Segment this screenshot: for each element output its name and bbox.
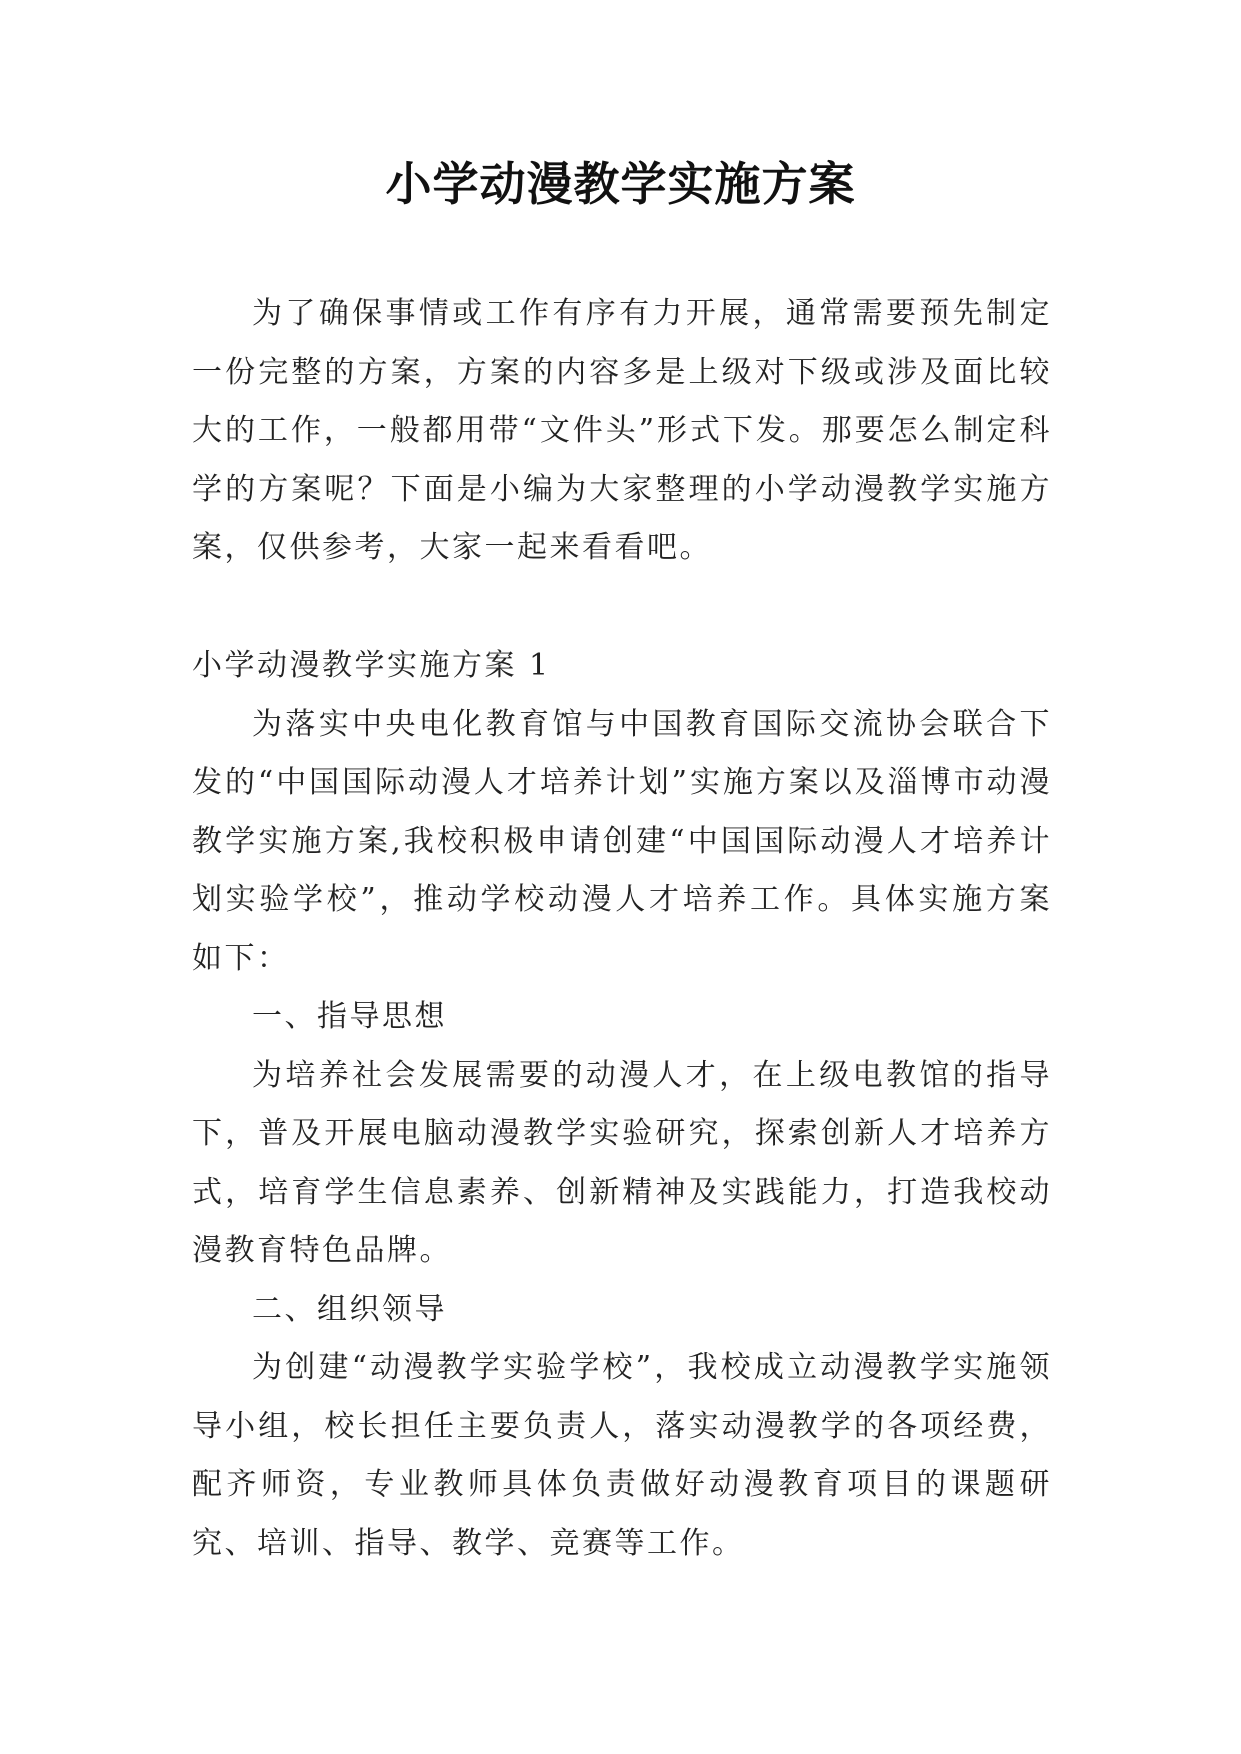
heading-organization-leadership: 二、组织领导 — [252, 1291, 447, 1327]
paragraph: 为培养社会发展需要的动漫人才，在上级电教馆的指导下，普及开展电脑动漫教学实验研究，探索创新人才培养方式，培育学生信息素养、创新精神及实践能力，打造我校动漫教育特色品牌。 — [192, 1057, 1052, 1268]
heading-guiding-ideology: 一、指导思想 — [252, 999, 447, 1034]
section-title: 小学动漫教学实施方案 1 — [192, 648, 551, 683]
intro-paragraph: 为了确保事情或工作有序有力开展，通常需要预先制定一份完整的方案，方案的内容多是上级对下级或涉及面比较大的工作，一般都用带“文件头”形式下发。那要怎么制定科学的方案呢？下面是小编为大家整理的小学动漫教学实施方案，仅供参考，大家一起来看看吧。 — [192, 296, 1052, 565]
paragraph: 为创建“动漫教学实验学校”，我校成立动漫教学实施领导小组，校长担任主要负责人，落实动漫教学的各项经费，配齐师资，专业教师具体负责做好动漫教育项目的课题研究、培训、指导、教学、竞赛等工作。 — [192, 1350, 1052, 1561]
section-1 — [192, 637, 1052, 1573]
intro-block — [192, 285, 1052, 578]
paragraph: 为落实中央电化教育馆与中国教育国际交流协会联合下发的“中国国际动漫人才培养计划”实施方案以及淄博市动漫教学实施方案,我校积极申请创建“中国国际动漫人才培养计划实验学校”，推动学校动漫人才培养工作。具体实施方案如下： — [192, 706, 1052, 976]
document-title: 小学动漫教学实施方案 — [385, 157, 856, 211]
